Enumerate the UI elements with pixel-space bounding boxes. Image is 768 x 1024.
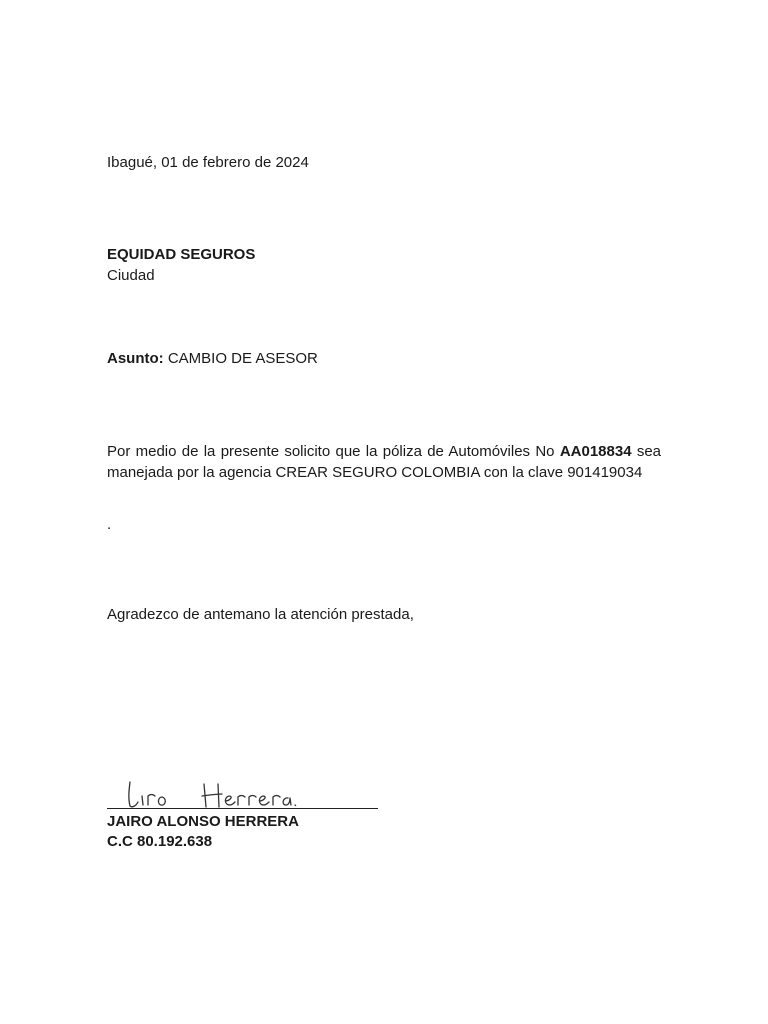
- policy-number: AA018834: [559, 443, 632, 460]
- recipient-city: Ciudad: [107, 267, 155, 284]
- recipient-name: EQUIDAD SEGUROS: [107, 246, 256, 263]
- closing-line: Agradezco de antemano la atención prestada,: [107, 606, 414, 623]
- body-text-after-policy: sea manejada por la agencia CREAR SEGURO COLOMBIA con la clave 901419034: [107, 443, 661, 481]
- signer-id: C.C 80.192.638: [107, 833, 213, 850]
- trailing-dot: .: [107, 516, 112, 533]
- subject-label: Asunto:: [107, 350, 164, 367]
- body-text-before-policy: Por medio de la presente solicito que la póliza de Automóviles No: [107, 443, 560, 460]
- body-paragraph: [107, 441, 661, 483]
- subject-text: CAMBIO DE ASESOR: [163, 350, 318, 367]
- handwritten-signature: [118, 778, 298, 812]
- date-line: Ibagué, 01 de febrero de 2024: [107, 154, 309, 171]
- signature-line: [107, 808, 378, 809]
- subject-line: [107, 349, 318, 369]
- signer-name: JAIRO ALONSO HERRERA: [107, 813, 299, 830]
